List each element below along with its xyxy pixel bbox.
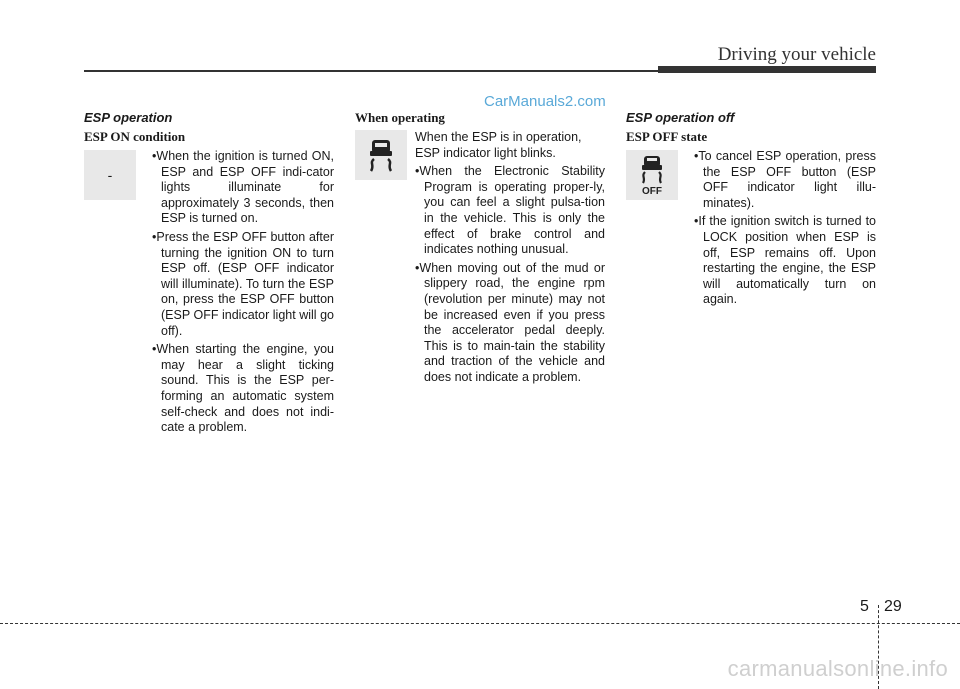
esp-off-indicator-icon — [626, 150, 678, 200]
list-item: • To cancel ESP operation, press the ESP OFF button (ESP OFF indicator light illu-minates). — [694, 149, 876, 211]
list-item: • When the ignition is turned ON, ESP and ESP OFF indi-cator lights illuminate for approximately 3 seconds, then ESP is turned on. — [152, 149, 334, 227]
when-operating-intro: When the ESP is in operation, ESP indicator light blinks. — [415, 130, 582, 160]
list-item: • When the Electronic Stability Program is operating proper-ly, you can feel a slight pulsa-tion in the vehicle. This is only the effect of brake control and indicates nothing unusual. — [415, 164, 605, 258]
column-esp-operation-off — [626, 110, 876, 311]
when-operating-bullets — [415, 164, 605, 385]
list-item: • When starting the engine, you may hear a slight ticking sound. This is the ESP per-forming an automatic system self-check and does not indi-cate a problem. — [152, 342, 334, 436]
esp-off-bullets — [694, 149, 876, 308]
esp-on-condition-heading: ESP ON condition — [84, 129, 186, 144]
page-header-title: Driving your vehicle — [717, 44, 876, 65]
off-label: OFF — [642, 186, 662, 197]
page-number: 29 — [884, 598, 902, 615]
placeholder-dash: - — [107, 167, 113, 183]
header-rule-thick — [658, 66, 876, 73]
list-item: • When moving out of the mud or slippery road, the engine rpm (revolution per minute) may not be increased even if you press the accelerator pedal deeply. This is to main-tain the stability and traction of the vehicle and does not indicate a problem. — [415, 261, 605, 386]
section-title: ESP operation — [84, 110, 173, 125]
esp-off-car-icon — [631, 153, 673, 197]
watermark-bottom: carmanualsonline.info — [727, 656, 948, 681]
esp-indicator-icon — [355, 130, 407, 180]
placeholder-icon-box — [84, 150, 136, 200]
esp-on-bullets — [152, 149, 334, 436]
list-item: • Press the ESP OFF button after turning the ignition ON to turn ESP off. (ESP OFF indicator will illuminate). To turn the ESP on, press the ESP OFF button (ESP OFF indicator light will go off). — [152, 230, 334, 339]
chapter-number: 5 — [860, 598, 869, 615]
watermark-top: CarManuals2.com — [484, 93, 606, 110]
section-title: ESP operation off — [626, 110, 735, 125]
esp-car-skid-icon — [361, 135, 401, 175]
header-rule — [84, 70, 660, 72]
when-operating-heading: When operating — [355, 110, 445, 125]
esp-off-state-heading: ESP OFF state — [626, 129, 708, 144]
list-item: • If the ignition switch is turned to LOCK position when ESP is off, ESP remains off. Upon restarting the engine, the ESP will automatically turn on again. — [694, 214, 876, 308]
footer-rule — [0, 623, 960, 624]
